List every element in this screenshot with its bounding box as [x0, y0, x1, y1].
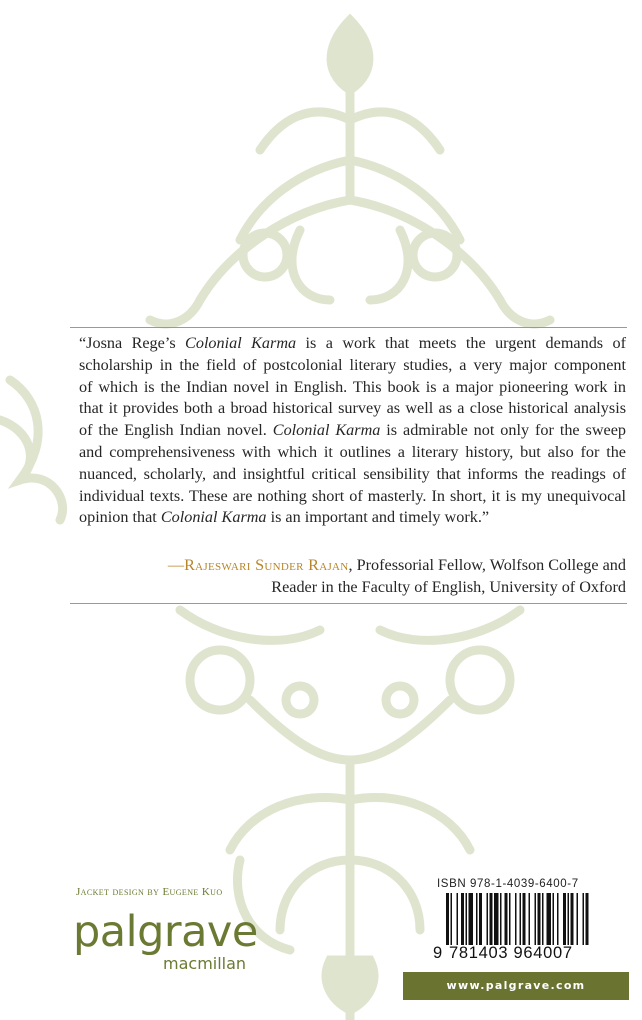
quote-line: scholarship in the field of postcolonial literary studies, a very major component — [79, 355, 626, 374]
reviewer-name: Rajeswari Sunder Rajan — [184, 556, 349, 574]
quote-line: and comprehensiveness with which it outlines a literary history, but also for the — [79, 442, 626, 461]
publisher-website[interactable]: www.palgrave.com — [403, 972, 629, 1000]
jacket-design-credit: Jacket design by Eugene Kuo — [76, 886, 223, 898]
quote-line: “Josna Rege’s Colonial Karma is a work that meets the urgent demands of — [79, 334, 626, 352]
review-quote — [79, 333, 626, 529]
quote-line: of which is the Indian novel in English. This book is a major pioneering work in — [79, 377, 626, 396]
quote-line: nuanced, scholarly, and insightful critical sensibility that informs the readings of — [79, 464, 626, 483]
publisher-imprint: macmillan — [163, 954, 247, 973]
isbn-label: ISBN 978-1-4039-6400-7 — [437, 878, 579, 890]
quote-attribution: —Rajeswari Sunder Rajan, Professorial Fellow, Wolfson College and Reader in the Faculty of English, University of Oxford — [167, 556, 626, 596]
publisher-logo: palgrave — [73, 907, 258, 957]
barcode-image — [446, 893, 628, 945]
quote-line: that it provides both a broad historical survey as well as a close historical analysis — [79, 399, 626, 418]
quote-line: opinion that Colonial Karma is an important and timely work.” — [79, 508, 490, 527]
top-rule — [70, 327, 627, 328]
quote-line: of the English Indian novel. Colonial Karma is admirable not only for the sweep — [79, 421, 626, 440]
bottom-rule — [70, 603, 627, 604]
quote-line: individual texts. These are nothing short of masterly. In short, it is my unequivocal — [79, 486, 626, 505]
